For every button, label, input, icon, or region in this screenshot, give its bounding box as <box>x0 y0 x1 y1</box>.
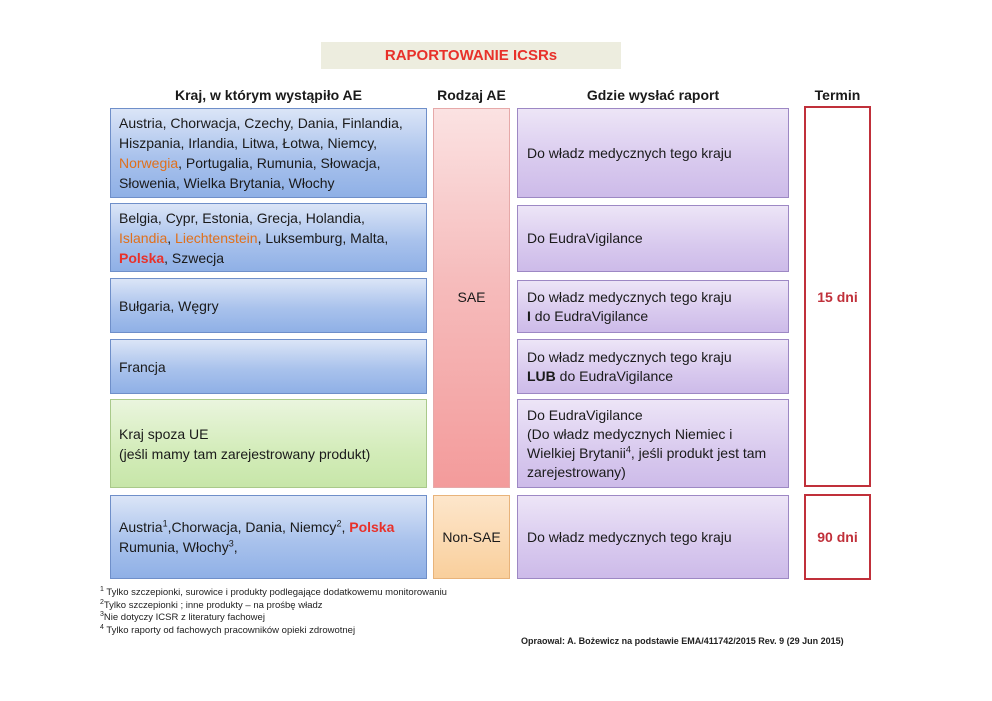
non-sae-label: Non-SAE <box>442 529 501 545</box>
header-destination: Gdzie wysłać raport <box>586 87 720 103</box>
text-run: Polska <box>349 519 395 535</box>
text-run: I <box>527 307 531 324</box>
source-note: Opraowal: A. Bożewicz na podstawie EMA/411742/2015 Rev. 9 (29 Jun 2015) <box>521 636 844 646</box>
text-run: 4 <box>625 443 631 454</box>
footnote: $^2$Tylko szczepionki ; inne produkty – na prośbę władz <box>100 598 323 611</box>
footnote: $^4$ Tylko raporty od fachowych pracowników opieki zdrowotnej <box>100 623 356 636</box>
footnote: $^1$ Tylko szczepionki, surowice i produkty podlegające dodatkowemu monitorowaniu <box>100 585 447 598</box>
text-run: , <box>233 539 238 555</box>
header-country: Kraj, w którym wystąpiło AE <box>175 87 362 103</box>
text-run: , Szwecja <box>164 249 225 266</box>
text-run: Liechtenstein <box>175 229 258 246</box>
page-title: RAPORTOWANIE ICSRs <box>321 42 621 69</box>
header-deadline: Termin <box>814 87 861 103</box>
text-run: Islandia <box>119 229 168 246</box>
text-run: LUB <box>527 367 556 384</box>
destination-box-4 <box>517 339 789 394</box>
destination-box-6 <box>517 495 789 579</box>
deadline-box-non-sae <box>804 494 871 580</box>
text-run: do EudraVigilance <box>530 307 649 324</box>
text-run: ,Chorwacja, Dania, Niemcy <box>167 519 337 535</box>
text-run: , <box>167 229 176 246</box>
destination-box-3 <box>517 280 789 333</box>
text-run: Austria, Chorwacja, Czechy, Dania, Finlandia, Hiszpania, Irlandia, Litwa, Łotwa, Niemcy, <box>119 115 403 151</box>
text-run: , <box>341 519 350 535</box>
country-box-2 <box>110 203 427 272</box>
text-run: Do władz medycznych tego kraju <box>527 348 732 365</box>
text-run: Kraj spoza UE <box>119 425 209 442</box>
text-run: Austria <box>119 519 163 535</box>
text-run: Do władz medycznych tego kraju <box>527 144 732 161</box>
text-run: 1 <box>162 518 168 529</box>
non-sae-box <box>433 495 510 579</box>
text-run: (jeśli mamy tam zarejestrowany produkt) <box>119 445 371 462</box>
text-run: 3 <box>228 538 234 549</box>
sae-label: SAE <box>457 289 486 305</box>
destination-box-2 <box>517 205 789 272</box>
text-run: , jeśli produkt jest tam zarejestrowany) <box>527 444 767 480</box>
footnotes <box>100 587 520 637</box>
header-ae-type: Rodzaj AE <box>437 87 506 103</box>
text-run: Francja <box>119 358 166 375</box>
country-box-6 <box>110 495 427 579</box>
text-run: Do władz medycznych tego kraju <box>527 528 732 545</box>
text-run: do EudraVigilance <box>555 367 674 384</box>
text-run: Belgia, Cypr, Estonia, Grecja, Holandia, <box>119 209 365 226</box>
text-run: , Portugalia, Rumunia, Słowacja, Słowenia, Wielka Brytania, Włochy <box>119 155 381 191</box>
footnote: $^3$Nie dotyczy ICSR z literatury fachowej <box>100 610 265 623</box>
country-box-4 <box>110 339 427 394</box>
destination-box-1 <box>517 108 789 198</box>
text-run: Bułgaria, Węgry <box>119 297 219 314</box>
deadline-non-sae: 90 dni <box>817 529 858 545</box>
country-box-1 <box>110 108 427 198</box>
text-run: Norwegia <box>119 155 179 171</box>
text-run: (Do władz medycznych Niemiec i Wielkiej Brytanii <box>527 425 733 461</box>
text-run: Do EudraVigilance <box>527 406 643 423</box>
text-run: 2 <box>336 518 342 529</box>
text-run: Rumunia, Włochy <box>119 539 229 555</box>
destination-box-5 <box>517 399 789 488</box>
text-run: Polska <box>119 249 165 266</box>
text-run: , Luksemburg, Malta, <box>257 229 389 246</box>
country-box-3 <box>110 278 427 333</box>
country-box-5 <box>110 399 427 488</box>
text-run: Do władz medycznych tego kraju <box>527 288 732 305</box>
deadline-box-sae <box>804 106 871 487</box>
text-run: Do EudraVigilance <box>527 230 643 246</box>
sae-box <box>433 108 510 488</box>
deadline-sae: 15 dni <box>817 288 858 305</box>
